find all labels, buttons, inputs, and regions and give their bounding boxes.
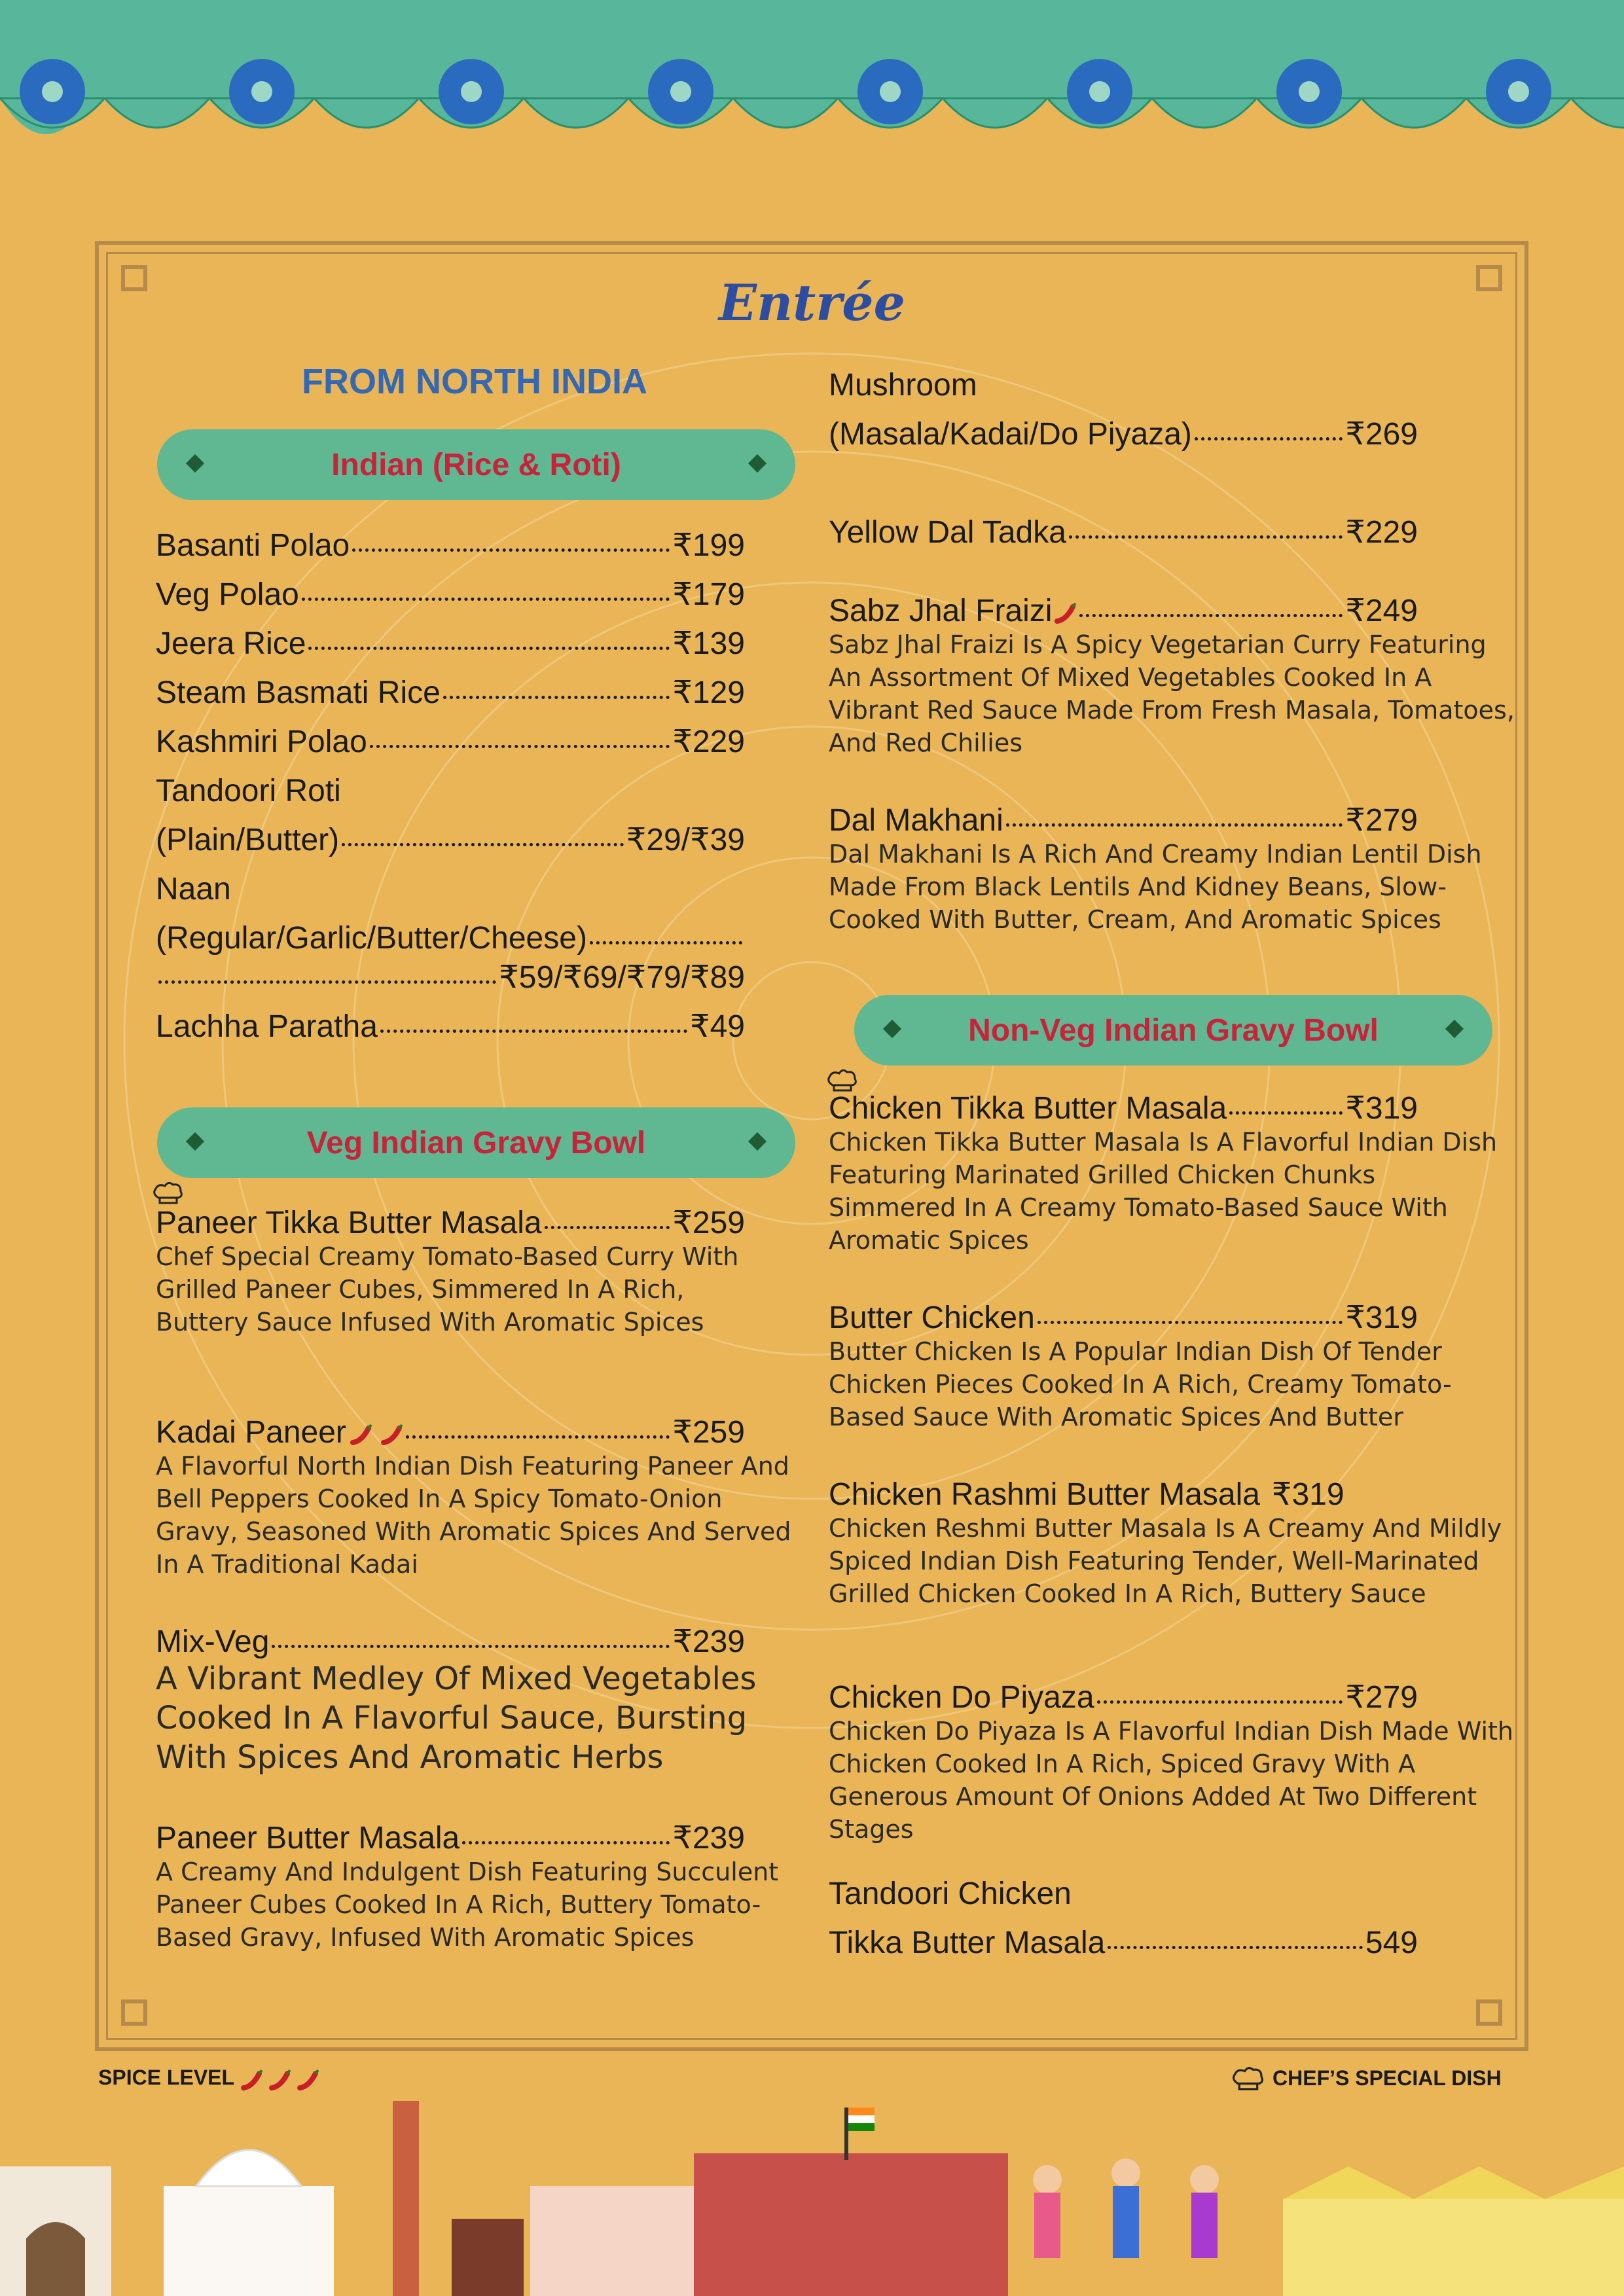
item-price: ₹239 xyxy=(672,1821,745,1856)
menu-item xyxy=(156,726,745,758)
item-description: A Vibrant Medley Of Mixed Vegetables Cooked In A Flavorful Sauce, Bursting With Spices And Aromatic Herbs xyxy=(156,1660,757,1776)
item-price: ₹319 xyxy=(1345,1300,1418,1335)
section-title: Indian (Rice & Roti) xyxy=(331,447,621,482)
menu-item xyxy=(156,1208,745,1239)
menu-item xyxy=(829,419,1418,450)
menu-item xyxy=(156,1823,745,1854)
item-name: Veg Polao xyxy=(156,577,299,612)
item-name: Chicken Do Piyaza xyxy=(829,1680,1094,1715)
section-title: Veg Indian Gravy Bowl xyxy=(306,1125,646,1160)
menu-item xyxy=(829,596,1418,627)
item-price: ₹279 xyxy=(1345,803,1418,838)
menu-item xyxy=(156,1011,745,1043)
item-description: Butter Chicken Is A Popular Indian Dish Of Tender Chicken Pieces Cooked In A Rich, Creamy Tomato-Based Sauce With Aromatic Spices And Butter xyxy=(829,1337,1452,1431)
section-pill-nonveg-gravy xyxy=(854,995,1492,1066)
item-name: Paneer Tikka Butter Masala xyxy=(156,1206,542,1240)
dot-leader xyxy=(158,980,496,984)
chef-special-legend xyxy=(1231,2066,1502,2090)
item-price: ₹259 xyxy=(672,1415,745,1450)
menu-item xyxy=(156,530,745,562)
menu-item xyxy=(829,1302,1418,1334)
item-description: Chicken Tikka Butter Masala Is A Flavorful Indian Dish Featuring Marinated Grilled Chicken Chunks Simmered In A Creamy Tomato-Based Sauce With Aromatic Spices xyxy=(829,1128,1498,1255)
item-name: Mix-Veg xyxy=(156,1624,270,1659)
dot-leader xyxy=(406,1435,670,1439)
section-pill-veg-gravy xyxy=(157,1107,795,1178)
item-name: Tikka Butter Masala xyxy=(829,1926,1106,1960)
item-price: ₹259 xyxy=(672,1206,745,1240)
menu-item xyxy=(829,1479,1418,1511)
item-name: Sabz Jhal Fraizi xyxy=(829,594,1053,628)
dot-leader xyxy=(1069,535,1343,539)
item-name: Jeera Rice xyxy=(156,626,306,661)
item-name: Kashmiri Polao xyxy=(156,725,367,759)
dot-leader xyxy=(462,1841,670,1844)
item-price: ₹29/₹39 xyxy=(626,823,745,857)
dot-leader xyxy=(443,696,670,699)
item-price: ₹129 xyxy=(672,675,745,710)
dot-leader xyxy=(380,1030,687,1033)
dot-leader xyxy=(272,1645,670,1648)
item-name: Tandoori Chicken xyxy=(829,1876,1072,1911)
chili-icon xyxy=(1055,596,1077,627)
item-subtitle: (Regular/Garlic/Butter/Cheese) xyxy=(156,921,587,956)
dot-leader xyxy=(352,548,670,552)
item-price: ₹139 xyxy=(672,626,745,661)
menu-item xyxy=(156,962,745,994)
menu-item xyxy=(829,1093,1418,1124)
diamond-icon xyxy=(186,1132,204,1151)
chef-hat-icon xyxy=(152,1181,185,1204)
item-price: ₹199 xyxy=(672,528,745,563)
chili-icon xyxy=(241,2066,319,2090)
dot-leader xyxy=(1097,1700,1343,1704)
dot-leader xyxy=(1229,1111,1343,1115)
dot-leader xyxy=(342,843,624,846)
item-name: Butter Chicken xyxy=(829,1300,1035,1335)
dot-leader xyxy=(1038,1321,1343,1324)
section-pill-rice-roti xyxy=(157,429,795,500)
item-price: ₹179 xyxy=(672,577,745,612)
item-description: Chef Special Creamy Tomato-Based Curry With Grilled Paneer Cubes, Simmered In A Rich, Buttery Sauce Infused With Aromatic Spices xyxy=(156,1242,739,1336)
menu-item xyxy=(156,628,745,660)
item-price: ₹59/₹69/₹79/₹89 xyxy=(499,960,745,995)
diamond-icon xyxy=(883,1020,901,1038)
item-description: Sabz Jhal Fraizi Is A Spicy Vegetarian Curry Featuring An Assortment Of Mixed Vegetables Cooked In A Vibrant Red Sauce Made From Fresh Masala, Tomatoes, And Red Chilies xyxy=(829,630,1515,757)
item-description: A Creamy And Indulgent Dish Featuring Succulent Paneer Cubes Cooked In A Rich, Buttery Tomato-Based Gravy, Infused With Aromatic Spices xyxy=(156,1857,779,1952)
item-price: ₹49 xyxy=(690,1009,745,1044)
india-skyline-illustration xyxy=(0,2088,1624,2296)
dot-leader xyxy=(308,647,670,650)
item-name: Yellow Dal Tadka xyxy=(829,515,1066,550)
diamond-icon xyxy=(1445,1020,1464,1038)
item-name: Naan xyxy=(156,872,231,906)
chef-special-label: CHEF’S SPECIAL DISH xyxy=(1272,2066,1502,2090)
dot-leader xyxy=(590,941,742,944)
frame-corner-ornament xyxy=(121,2000,147,2026)
menu-item xyxy=(829,517,1418,548)
item-name: Paneer Butter Masala xyxy=(156,1821,460,1856)
item-name: Steam Basmati Rice xyxy=(156,675,441,710)
chef-hat-icon xyxy=(826,1068,859,1092)
menu-item xyxy=(829,1682,1418,1713)
page-title: Entrée xyxy=(718,274,906,332)
dot-leader xyxy=(1195,437,1343,440)
item-name: Basanti Polao xyxy=(156,528,350,563)
item-description: Chicken Reshmi Butter Masala Is A Creamy And Mildly Spiced Indian Dish Featuring Tender, Well-Marinated Grilled Chicken Cooked In A Rich, Buttery Sauce xyxy=(829,1514,1502,1608)
region-heading: FROM NORTH INDIA xyxy=(302,362,647,401)
menu-item xyxy=(156,1417,745,1448)
menu-item xyxy=(156,579,745,611)
item-price: ₹239 xyxy=(672,1624,745,1659)
item-description: Chicken Do Piyaza Is A Flavorful Indian Dish Made With Chicken Cooked In A Rich, Spiced Gravy With A Generous Amount Of Onions Added At Two Different Stages xyxy=(829,1717,1514,1844)
diamond-icon xyxy=(748,454,767,473)
item-name: Chicken Rashmi Butter Masala xyxy=(829,1477,1260,1512)
menu-item-name xyxy=(829,370,1418,401)
item-price: ₹319 xyxy=(1271,1477,1344,1512)
menu-item xyxy=(156,825,745,856)
dot-leader xyxy=(370,745,670,748)
menu-item xyxy=(829,1928,1418,1959)
spice-level-label: SPICE LEVEL xyxy=(98,2066,235,2090)
item-name: Chicken Tikka Butter Masala xyxy=(829,1091,1227,1126)
item-name: Mushroom xyxy=(829,368,977,403)
item-name: Tandoori Roti xyxy=(156,774,341,808)
item-name: Dal Makhani xyxy=(829,803,1003,838)
item-description: A Flavorful North Indian Dish Featuring Paneer And Bell Peppers Cooked In A Spicy Tomato-Onion Gravy, Seasoned With Aromatic Spices And Served In A Traditional Kadai xyxy=(156,1452,791,1579)
item-price: ₹229 xyxy=(672,725,745,759)
top-ornament-banner xyxy=(0,0,1624,157)
item-description: Dal Makhani Is A Rich And Creamy Indian Lentil Dish Made From Black Lentils And Kidney Beans, Slow-Cooked With Butter, Cream, And Aromatic Spices xyxy=(829,840,1482,934)
item-price: ₹249 xyxy=(1345,594,1418,628)
item-name: Kadai Paneer xyxy=(156,1415,346,1450)
menu-item xyxy=(156,1626,745,1658)
item-price: ₹319 xyxy=(1345,1091,1418,1126)
chili-icon xyxy=(350,1417,403,1448)
item-price: 549 xyxy=(1365,1926,1418,1960)
dot-leader xyxy=(545,1226,670,1229)
item-subtitle: (Plain/Butter) xyxy=(156,823,340,857)
chef-hat-icon xyxy=(1231,2066,1266,2090)
dot-leader xyxy=(1079,614,1343,617)
dot-leader xyxy=(302,598,670,601)
frame-corner-ornament xyxy=(1476,2000,1502,2026)
spice-level-legend xyxy=(98,2066,319,2090)
menu-item-subtitle xyxy=(156,923,745,954)
item-price: ₹269 xyxy=(1345,417,1418,452)
menu-item xyxy=(829,805,1418,836)
dot-leader xyxy=(1108,1946,1363,1949)
item-name: Lachha Paratha xyxy=(156,1009,378,1044)
item-price: ₹229 xyxy=(1345,515,1418,550)
menu-item-name xyxy=(156,776,745,807)
menu-item-name xyxy=(829,1878,1418,1910)
dot-leader xyxy=(1006,823,1343,827)
menu-item-name xyxy=(156,874,745,905)
diamond-icon xyxy=(186,454,204,473)
diamond-icon xyxy=(748,1132,767,1151)
item-subtitle: (Masala/Kadai/Do Piyaza) xyxy=(829,417,1192,452)
item-price: ₹279 xyxy=(1345,1680,1418,1715)
menu-item xyxy=(156,677,745,709)
section-title: Non-Veg Indian Gravy Bowl xyxy=(968,1013,1379,1048)
